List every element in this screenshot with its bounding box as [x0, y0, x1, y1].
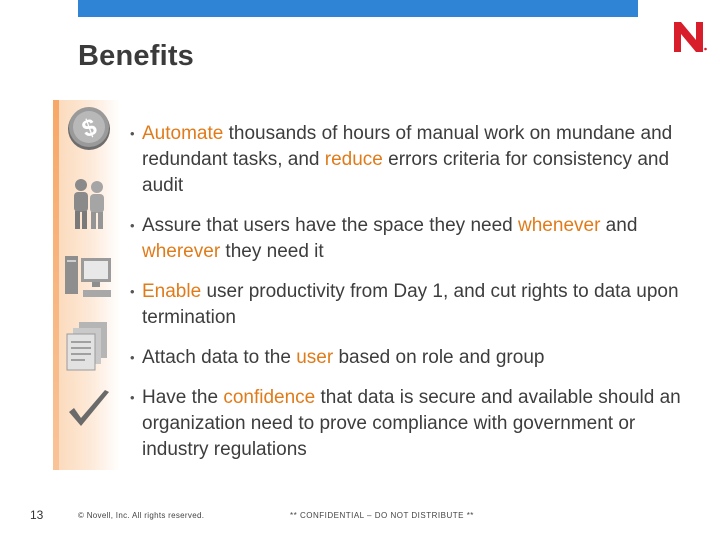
svg-text:$: $	[78, 113, 101, 144]
dollar-coin-icon	[61, 100, 117, 156]
checkmark-icon	[61, 382, 117, 438]
icon-strip	[53, 100, 120, 470]
slide-title: Benefits	[78, 40, 195, 72]
documents-icon	[61, 318, 117, 374]
people-icon	[61, 175, 117, 231]
header-accent-bar	[78, 0, 638, 17]
bullet-confidence: • Have the confidence that data is secure and available should an organization need to prove compliance with government or industry regulations	[130, 387, 681, 460]
copyright-footer: © Novell, Inc. All rights reserved.	[78, 511, 205, 520]
novell-logo	[672, 18, 708, 54]
bullet-assure: • Assure that users have the space they need whenever and wherever they need it	[130, 215, 638, 262]
bullet-automate: • Automate thousands of hours of manual work on mundane and redundant tasks, and reduce errors criteria for consistency and audit	[130, 123, 673, 196]
bullet-attach: • Attach data to the user based on role and group	[130, 347, 545, 368]
bullet-enable: • Enable user productivity from Day 1, and cut rights to data upon termination	[130, 281, 679, 328]
confidential-footer: ** CONFIDENTIAL – DO NOT DISTRIBUTE **	[290, 511, 474, 520]
computer-icon	[61, 248, 117, 304]
page-number: 13	[30, 508, 44, 522]
bullet-list	[130, 121, 700, 463]
